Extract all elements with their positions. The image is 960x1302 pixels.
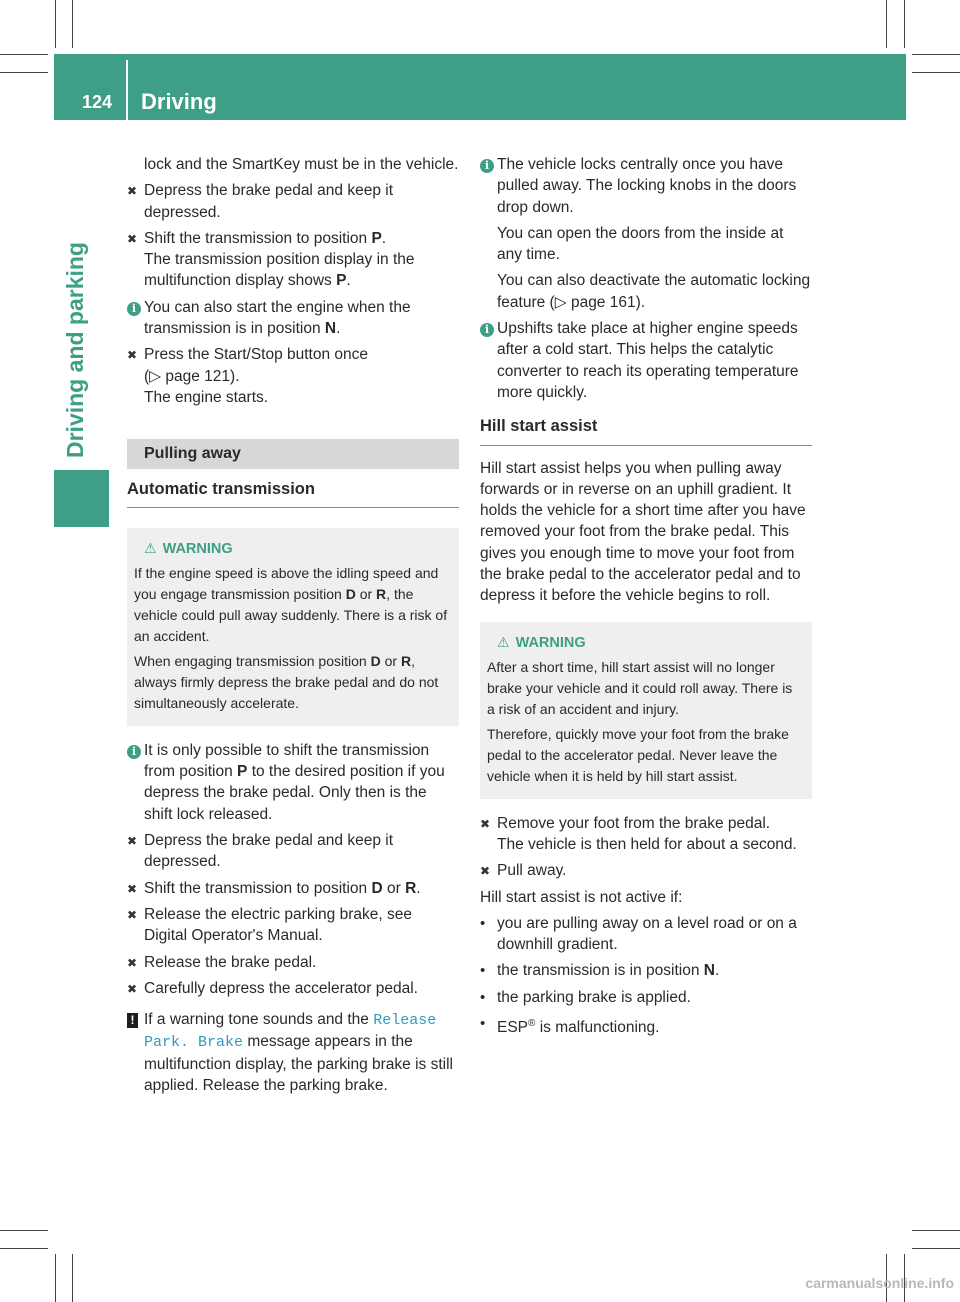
info-note: i The vehicle locks centrally once you have pulled away. The locking knobs in the doors drop down. bbox=[480, 154, 812, 218]
info-note: i Upshifts take place at higher engine speeds after a cold start. This helps the catalytic converter to reach its operating temperature more quickly. bbox=[480, 318, 812, 403]
section-heading: Pulling away bbox=[127, 439, 459, 468]
running-head: Driving bbox=[141, 89, 217, 114]
warning-text: After a short time, hill start assist will no longer brake your vehicle and it could roll away. There is a risk of an accident and injury. bbox=[487, 658, 793, 717]
arrow-icon: ✖ bbox=[127, 907, 138, 922]
info-icon: i bbox=[127, 302, 141, 316]
warning-title: WARNING bbox=[162, 540, 233, 557]
list-item: • the parking brake is applied. bbox=[480, 987, 812, 1008]
step-item: ✖ Pull away. bbox=[480, 860, 812, 881]
warning-title: WARNING bbox=[515, 634, 586, 651]
step-item: ✖ Release the electric parking brake, see Digital Operator's Manual. bbox=[127, 905, 412, 945]
crop-mark bbox=[72, 1254, 73, 1302]
info-note: i It is only possible to shift the transmission from position P to the desired position if you depress the brake pedal. Only then is the shift lock released. bbox=[127, 740, 459, 825]
arrow-icon: ✖ bbox=[127, 348, 138, 363]
crop-mark bbox=[0, 54, 48, 55]
crop-mark bbox=[886, 0, 887, 48]
paragraph: lock and the SmartKey must be in the vehicle. bbox=[144, 156, 459, 173]
paragraph: You can also deactivate the automatic locking feature (▷ page 161). bbox=[497, 272, 811, 311]
side-tab-label: Driving and parking bbox=[62, 242, 88, 458]
warning-triangle-icon: ⚠ bbox=[144, 539, 157, 556]
step-item: ✖ Shift the transmission to position D or R. bbox=[127, 878, 459, 899]
step-item: ✖ Depress the brake pedal and keep it depressed. bbox=[127, 832, 394, 871]
info-note: i You can also start the engine when the transmission is in position N. bbox=[127, 297, 459, 340]
crop-mark bbox=[55, 1254, 56, 1302]
watermark: carmanualsonline.info bbox=[805, 1275, 954, 1291]
crop-mark bbox=[72, 0, 73, 48]
warning-text: When engaging transmission position D or R, always firmly depress the brake pedal and do not simultaneously accelerate. bbox=[134, 652, 439, 711]
crop-mark bbox=[912, 72, 960, 73]
left-column bbox=[127, 154, 459, 1101]
list-item: • ESP® is malfunctioning. bbox=[480, 1015, 660, 1037]
step-item: ✖ Press the Start/Stop button once (▷ page 121). The engine starts. bbox=[127, 346, 369, 406]
bullet-icon: • bbox=[480, 914, 486, 932]
arrow-icon: ✖ bbox=[127, 955, 138, 970]
bullet-icon: • bbox=[480, 988, 486, 1006]
crop-mark bbox=[912, 1248, 960, 1249]
exclamation-icon: ! bbox=[127, 1013, 138, 1028]
arrow-icon: ✖ bbox=[480, 864, 491, 879]
step-item: ✖ Depress the brake pedal and keep it depressed. bbox=[127, 182, 394, 221]
step-item: ✖ Release the brake pedal. bbox=[127, 952, 459, 973]
page-number: 124 bbox=[82, 92, 113, 112]
display-message: Release Park. Brake bbox=[144, 1012, 437, 1052]
arrow-icon: ✖ bbox=[127, 184, 138, 199]
info-icon: i bbox=[480, 159, 494, 173]
warning-box bbox=[127, 528, 459, 726]
side-tab-block bbox=[54, 470, 109, 527]
list-item: • you are pulling away on a level road or on a downhill gradient. bbox=[480, 914, 797, 954]
arrow-icon: ✖ bbox=[127, 231, 138, 246]
subheading: Automatic transmission bbox=[127, 479, 459, 508]
crop-mark bbox=[0, 1230, 48, 1231]
info-icon: i bbox=[127, 745, 141, 759]
paragraph: Hill start assist is not active if: bbox=[480, 888, 683, 906]
caution-note: ! If a warning tone sounds and the Release Park. Brake message appears in the multifunction display, the parking brake is still applied. Release the parking brake. bbox=[127, 1009, 459, 1096]
warning-triangle-icon: ⚠ bbox=[497, 633, 510, 650]
arrow-icon: ✖ bbox=[127, 981, 138, 996]
arrow-icon: ✖ bbox=[127, 834, 138, 849]
arrow-icon: ✖ bbox=[127, 881, 138, 896]
page-reference[interactable]: (▷ page 121). bbox=[144, 367, 240, 385]
right-column bbox=[480, 154, 812, 1043]
crop-mark bbox=[0, 1248, 48, 1249]
warning-box bbox=[480, 622, 812, 799]
crop-mark bbox=[912, 54, 960, 55]
paragraph: Hill start assist helps you when pulling away forwards or in reverse on an uphill gradient. It holds the vehicle for a short time after you have removed your foot from the brake pedal. This gives you enough time to move your foot from the brake pedal to the accelerator pedal and to depress it before the vehicle begins to roll. bbox=[480, 459, 806, 605]
crop-mark bbox=[0, 72, 48, 73]
step-item: ✖ Carefully depress the accelerator pedal. bbox=[127, 978, 459, 999]
header-separator bbox=[126, 60, 128, 120]
paragraph: You can open the doors from the inside at any time. bbox=[497, 224, 784, 264]
crop-mark bbox=[912, 1230, 960, 1231]
subheading: Hill start assist bbox=[480, 416, 812, 445]
warning-text: Therefore, quickly move your foot from the brake pedal to the accelerator pedal. Never leave the vehicle when it is held by hill start assist. bbox=[487, 725, 789, 784]
step-item: ✖ Remove your foot from the brake pedal. The vehicle is then held for about a second. bbox=[480, 814, 797, 853]
warning-text: If the engine speed is above the idling speed and you engage transmission position D or R, the vehicle could pull away suddenly. There is a risk of an accident. bbox=[134, 564, 448, 644]
crop-mark bbox=[904, 0, 905, 48]
info-icon: i bbox=[480, 323, 494, 337]
bullet-icon: • bbox=[480, 962, 486, 980]
list-item: • the transmission is in position N. bbox=[480, 960, 812, 981]
step-item: ✖ Shift the transmission to position P. The transmission position display in the multifunction display shows P. bbox=[127, 229, 415, 290]
bullet-icon: • bbox=[480, 1015, 486, 1033]
arrow-icon: ✖ bbox=[480, 816, 491, 831]
crop-mark bbox=[55, 0, 56, 48]
